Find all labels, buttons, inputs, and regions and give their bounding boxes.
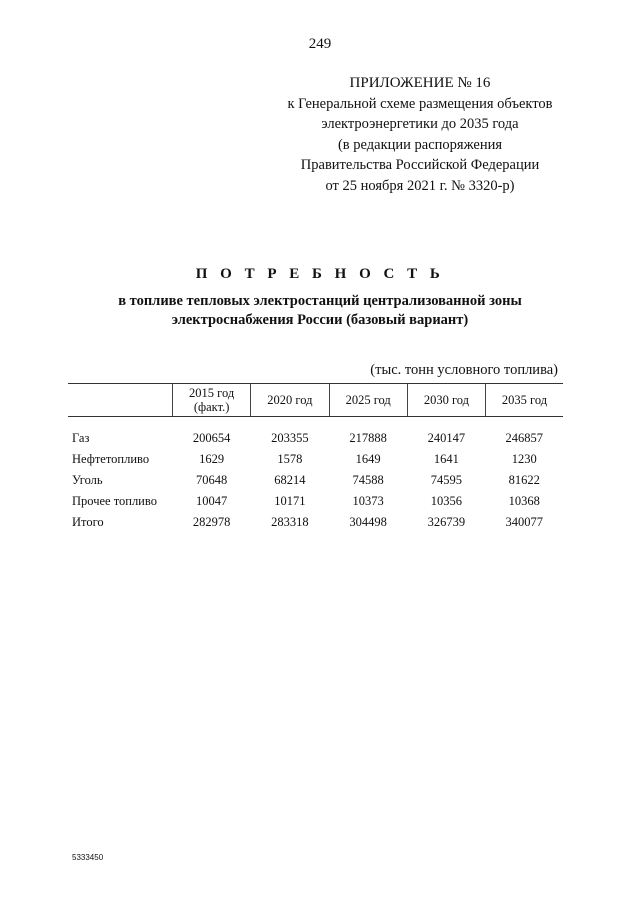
appendix-line: (в редакции распоряжения [337,136,503,153]
table-cell: 10368 [508,494,540,508]
table-cell: 68214 [274,473,306,487]
header-2015 [173,384,251,417]
table-row [68,470,563,491]
table-cell: 10373 [352,494,384,508]
table-cell: 1629 [199,452,225,466]
table-cell: 1578 [277,452,303,466]
table-spacer [68,417,563,429]
table-row [68,491,563,512]
table-cell: 10171 [274,494,306,508]
subtitle-line: электроснабжения России (базовый вариант) [171,312,469,328]
document-code: 5333450 [72,853,104,862]
header-2030: 2030 год [407,384,485,417]
table-cell: 240147 [427,431,466,445]
table-header-row [68,384,563,417]
appendix-line: Правительства Российской Федерации [300,157,540,173]
table-cell: 74595 [430,473,463,487]
appendix-line: к Генеральной схеме размещения объектов [287,95,553,112]
table-cell: 326739 [427,515,466,529]
row-label: Уголь [72,473,103,487]
table-cell: 1230 [511,452,537,466]
table-row [68,428,563,449]
header-2020: 2020 год [251,384,329,417]
document-title: П О Т Р Е Б Н О С Т Ь [195,266,445,282]
unit-label: (тыс. тонн условного топлива) [370,362,558,378]
appendix-line: от 25 ноября 2021 г. № 3320-р) [325,177,515,194]
header-empty [68,384,173,417]
table-cell: 246857 [505,431,544,445]
appendix-block [250,73,590,196]
table-cell: 340077 [505,515,544,529]
appendix-title: ПРИЛОЖЕНИЕ № 16 [349,75,491,91]
subtitle-line: в топливе тепловых электростанций централизованной зоны [118,293,522,309]
table-cell: 282978 [192,515,231,529]
table-row [68,512,563,533]
table-cell: 10356 [430,494,463,508]
page-number: 249 [308,36,332,52]
table-cell: 70648 [196,473,228,487]
table-cell: 10047 [196,494,228,508]
header-2015-year: 2015 год [189,386,235,400]
header-2015-note: (факт.) [193,400,230,414]
row-label: Итого [72,515,104,529]
table-cell: 1649 [355,452,381,466]
row-label: Прочее топливо [72,494,157,508]
table-cell: 200654 [192,431,231,445]
table-cell: 203355 [271,431,309,445]
document-subtitle [60,292,580,330]
table-cell: 81622 [508,473,540,487]
table-row [68,449,563,470]
appendix-line: электроэнергетики до 2035 года [321,116,519,132]
row-label: Газ [72,431,90,445]
table-cell: 1641 [433,452,459,466]
fuel-demand-table [68,383,563,533]
header-2025: 2025 год [329,384,407,417]
table-cell: 217888 [349,431,387,445]
row-label: Нефтетопливо [72,452,150,466]
table-cell: 74588 [352,473,384,487]
table-cell: 283318 [271,515,309,529]
header-2035: 2035 год [486,384,563,417]
table-cell: 304498 [349,515,387,529]
